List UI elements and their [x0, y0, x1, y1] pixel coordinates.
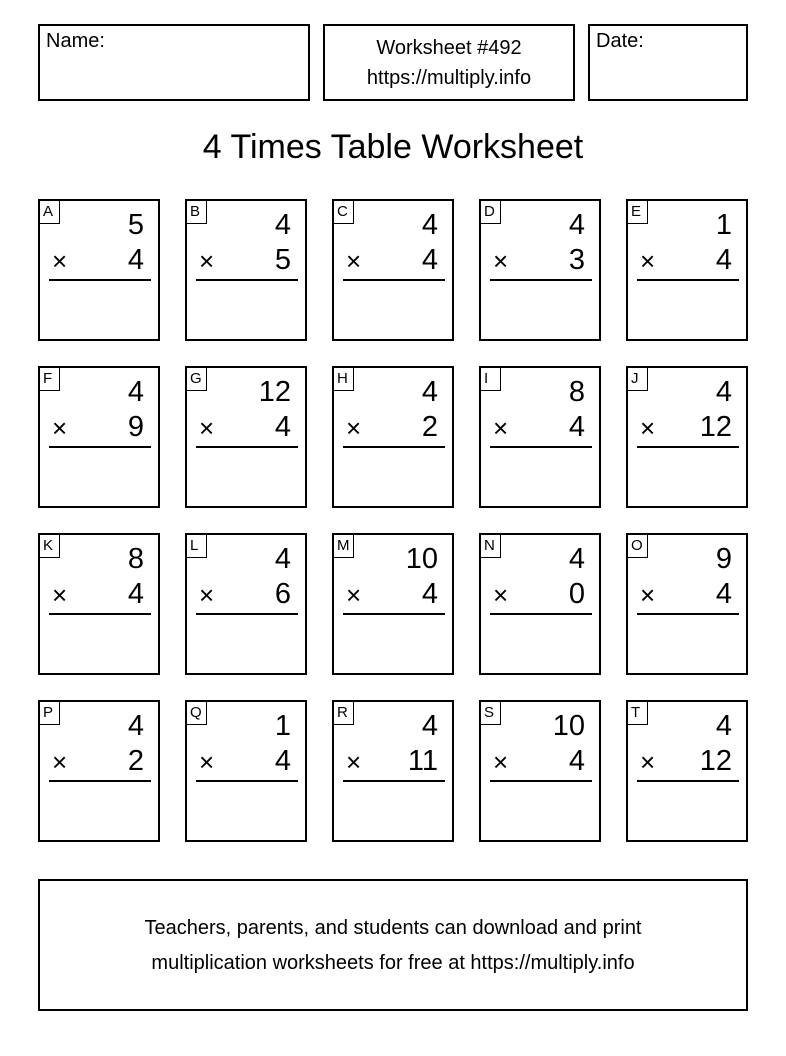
multiplicand: 4 [274, 209, 291, 241]
page-title: 4 Times Table Worksheet [202, 128, 584, 166]
problem-card [185, 533, 307, 675]
multiplier: 5 [274, 244, 291, 276]
date-label: Date: [596, 30, 644, 52]
footer-line-1: Teachers, parents, and students can download and print [144, 917, 642, 939]
problem-card [332, 366, 454, 508]
multiplicand: 5 [127, 209, 144, 241]
problem-letter: J [628, 368, 648, 391]
problem-letter: F [40, 368, 60, 391]
problem-card [185, 700, 307, 842]
multiplier: 4 [421, 578, 438, 610]
answer-line [637, 279, 739, 281]
answer-line [196, 613, 298, 615]
multiply-sign: × [52, 246, 68, 276]
multiplier: 4 [127, 244, 144, 276]
problem-card [38, 700, 160, 842]
multiplicand: 1 [715, 209, 732, 241]
problem-letter: E [628, 201, 648, 224]
multiplicand: 4 [568, 209, 585, 241]
multiplicand: 4 [421, 710, 438, 742]
multiply-sign: × [640, 747, 656, 777]
problem-card [626, 700, 748, 842]
problem-letter: M [334, 535, 354, 558]
problem-letter: N [481, 535, 501, 558]
multiplicand: 4 [568, 543, 585, 575]
multiplicand: 4 [421, 376, 438, 408]
multiplier: 2 [127, 745, 144, 777]
problem-letter: B [187, 201, 207, 224]
problem-letter: I [481, 368, 501, 391]
problem-card [479, 700, 601, 842]
multiplicand: 4 [715, 710, 732, 742]
answer-line [490, 446, 592, 448]
problem-card [185, 199, 307, 341]
answer-line [343, 613, 445, 615]
problem-letter: S [481, 702, 501, 725]
answer-line [490, 613, 592, 615]
answer-line [196, 446, 298, 448]
answer-line [343, 279, 445, 281]
problem-card [38, 533, 160, 675]
answer-line [196, 780, 298, 782]
multiply-sign: × [493, 413, 509, 443]
footer-box [38, 879, 748, 1011]
problem-letter: P [40, 702, 60, 725]
name-field-box [38, 24, 310, 101]
multiplier: 4 [127, 578, 144, 610]
multiplier: 12 [699, 411, 732, 443]
answer-line [343, 780, 445, 782]
answer-line [49, 279, 151, 281]
answer-line [490, 780, 592, 782]
answer-line [49, 780, 151, 782]
problem-card [332, 533, 454, 675]
problem-card [626, 533, 748, 675]
date-field-box [588, 24, 748, 101]
problem-card [626, 199, 748, 341]
multiplicand: 4 [274, 543, 291, 575]
answer-line [49, 446, 151, 448]
multiply-sign: × [52, 747, 68, 777]
multiply-sign: × [199, 747, 215, 777]
problem-card [332, 700, 454, 842]
multiplier: 11 [407, 745, 438, 777]
multiplicand: 12 [258, 376, 291, 408]
multiplier: 4 [568, 745, 585, 777]
multiply-sign: × [493, 580, 509, 610]
multiply-sign: × [640, 413, 656, 443]
worksheet-number: Worksheet #492 [376, 37, 522, 59]
multiplier: 4 [568, 411, 585, 443]
multiply-sign: × [199, 580, 215, 610]
multiply-sign: × [640, 580, 656, 610]
multiply-sign: × [346, 413, 362, 443]
multiplicand: 8 [127, 543, 144, 575]
multiply-sign: × [493, 747, 509, 777]
name-label: Name: [46, 30, 105, 52]
answer-line [637, 613, 739, 615]
multiplier: 0 [568, 578, 585, 610]
multiplicand: 4 [421, 209, 438, 241]
multiply-sign: × [52, 413, 68, 443]
answer-line [196, 279, 298, 281]
problem-card [479, 533, 601, 675]
multiplicand: 4 [715, 376, 732, 408]
problem-letter: G [187, 368, 207, 391]
answer-line [637, 780, 739, 782]
multiplicand: 8 [568, 376, 585, 408]
problem-letter: C [334, 201, 354, 224]
multiplier: 4 [715, 578, 732, 610]
multiplier: 9 [127, 411, 144, 443]
multiply-sign: × [199, 413, 215, 443]
problem-letter: Q [187, 702, 207, 725]
footer-line-2: multiplication worksheets for free at https://multiply.info [151, 952, 635, 974]
problem-card [479, 199, 601, 341]
multiplier: 2 [421, 411, 438, 443]
problem-card [626, 366, 748, 508]
multiply-sign: × [346, 747, 362, 777]
multiplicand: 4 [127, 710, 144, 742]
problem-card [185, 366, 307, 508]
problem-letter: A [40, 201, 60, 224]
multiplicand: 1 [274, 710, 291, 742]
multiplier: 12 [699, 745, 732, 777]
multiplicand: 10 [405, 543, 438, 575]
multiplier: 4 [421, 244, 438, 276]
worksheet-info-box [323, 24, 575, 101]
multiply-sign: × [640, 246, 656, 276]
problem-card [38, 199, 160, 341]
problem-card [479, 366, 601, 508]
problem-letter: T [628, 702, 648, 725]
multiplier: 3 [568, 244, 585, 276]
answer-line [49, 613, 151, 615]
problem-letter: H [334, 368, 354, 391]
problem-card [38, 366, 160, 508]
multiplicand: 10 [552, 710, 585, 742]
multiplier: 4 [274, 411, 291, 443]
multiply-sign: × [346, 580, 362, 610]
site-url: https://multiply.info [366, 67, 532, 89]
multiply-sign: × [493, 246, 509, 276]
multiplier: 6 [274, 578, 291, 610]
answer-line [637, 446, 739, 448]
problem-letter: O [628, 535, 648, 558]
problem-letter: L [187, 535, 207, 558]
problem-letter: D [481, 201, 501, 224]
multiplier: 4 [715, 244, 732, 276]
multiply-sign: × [346, 246, 362, 276]
problem-letter: K [40, 535, 60, 558]
multiplicand: 9 [715, 543, 732, 575]
answer-line [490, 279, 592, 281]
multiplier: 4 [274, 745, 291, 777]
multiply-sign: × [52, 580, 68, 610]
problem-letter: R [334, 702, 354, 725]
problem-card [332, 199, 454, 341]
answer-line [343, 446, 445, 448]
multiply-sign: × [199, 246, 215, 276]
multiplicand: 4 [127, 376, 144, 408]
